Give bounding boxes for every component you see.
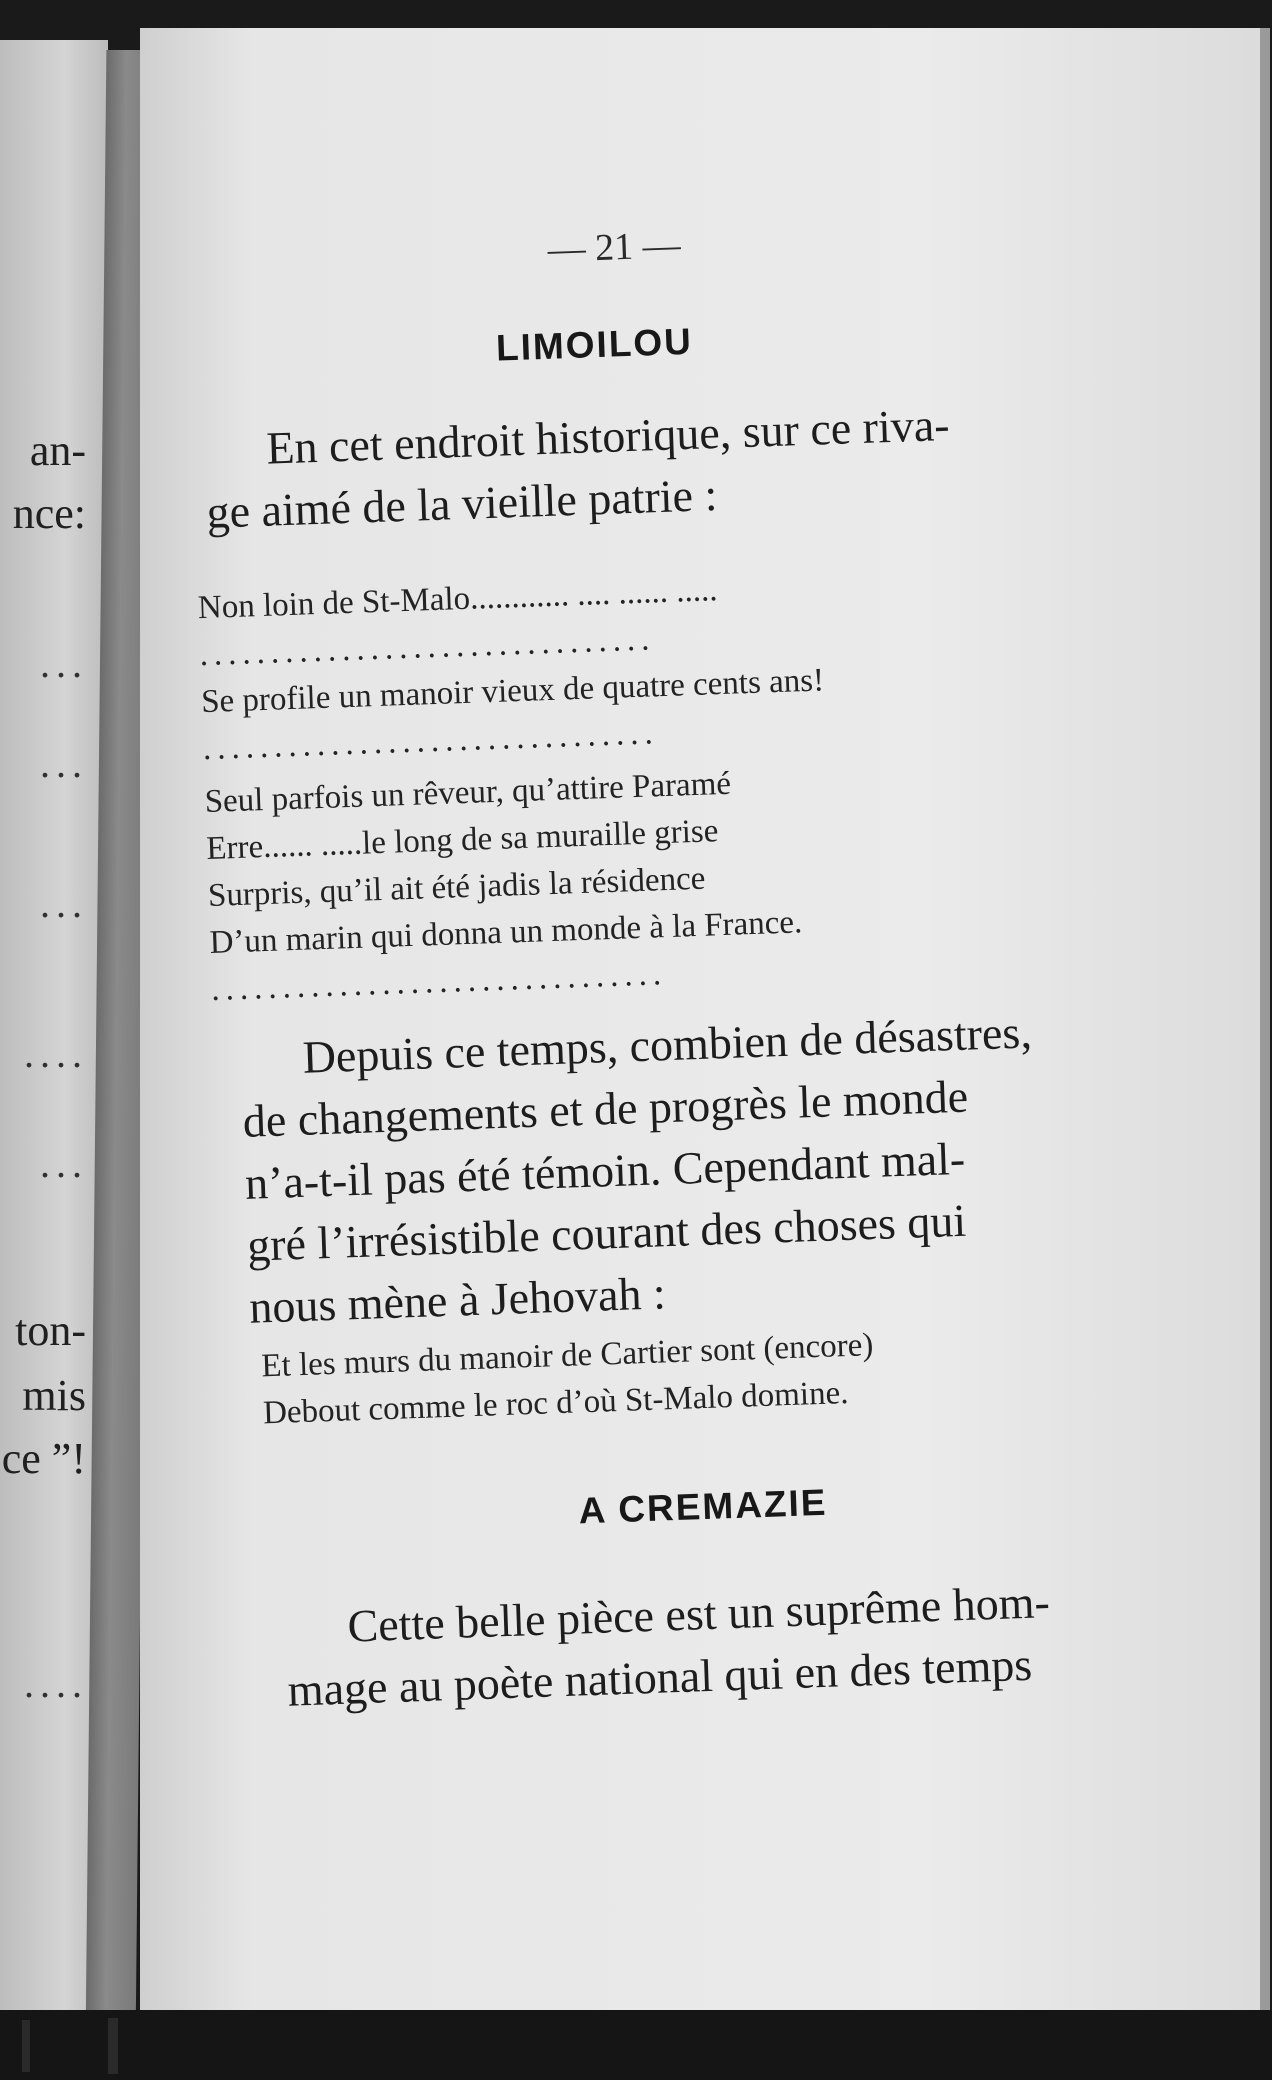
verse-line: Et les murs du manoir de Cartier sont (encore) [260, 1327, 874, 1385]
ellipsis-row: ................................ [202, 715, 660, 768]
text-line: En cet endroit historique, sur ce riva- [265, 398, 951, 474]
left-page-dots: ... [40, 641, 88, 686]
scan-artifact [108, 2018, 118, 2074]
text-line: ge aimé de la vieille patrie : [205, 469, 719, 538]
scan-artifact [22, 2020, 30, 2072]
verse-line: Surpris, qu’il ait été jadis la résidence [207, 860, 706, 914]
left-page-fragment: ce ”! [1, 1434, 86, 1483]
book-page [140, 28, 1270, 2018]
verse-line: Debout comme le roc d’où St-Malo domine. [262, 1374, 849, 1432]
text-line: gré l’irrésistible courant des choses qui [246, 1194, 967, 1271]
verse-line: Non loin de St-Malo............ .... ...... ..... [197, 572, 719, 627]
section-title-cremazie: A CREMAZIE [577, 1481, 829, 1532]
intro-paragraph [203, 390, 1057, 544]
text-line: Cette belle pièce est un suprême hom- [346, 1576, 1051, 1652]
text-line: nous mène à Jehovah : [248, 1267, 667, 1333]
left-page-fragment: an- [29, 426, 86, 475]
page-number: — 21 — [546, 224, 682, 271]
left-page-fragment: ton- [15, 1306, 86, 1355]
verse-line: Erre...... .....le long de sa muraille grise [205, 813, 719, 868]
page-content [180, 11, 1239, 1745]
left-page-fragment: nce: [12, 489, 86, 538]
text-line: mage au poète national qui en des temps [286, 1638, 1033, 1716]
verse-line: Se profile un manoir vieux de quatre cents ans! [200, 662, 825, 721]
body-paragraph [240, 999, 1100, 1338]
ellipsis-row: ................................ [210, 956, 668, 1008]
left-page-dots: ... [40, 881, 88, 926]
section-title-limoilou: LIMOILOU [495, 320, 694, 369]
poem-excerpt [197, 555, 1081, 1014]
scan-bottom-edge [0, 2010, 1272, 2080]
left-page-dots: .... [24, 1031, 88, 1076]
left-page-dots: ... [40, 1141, 88, 1186]
verse-line: Seul parfois un rêveur, qu’attire Paramé [204, 765, 732, 821]
text-line: Depuis ce temps, combien de désastres, [301, 1006, 1033, 1083]
closing-paragraph [285, 1568, 1139, 1722]
left-page-dots: ... [40, 741, 88, 786]
text-line: n’a-t-il pas été témoin. Cependant mal- [244, 1132, 966, 1209]
text-line: de changements et de progrès le monde [242, 1070, 969, 1147]
verse-line: D’un marin qui donna un monde à la France. [209, 904, 803, 961]
left-page-dots: .... [24, 1661, 88, 1706]
left-page-fragment: mis [22, 1371, 86, 1420]
ellipsis-row: ................................ [198, 621, 656, 674]
